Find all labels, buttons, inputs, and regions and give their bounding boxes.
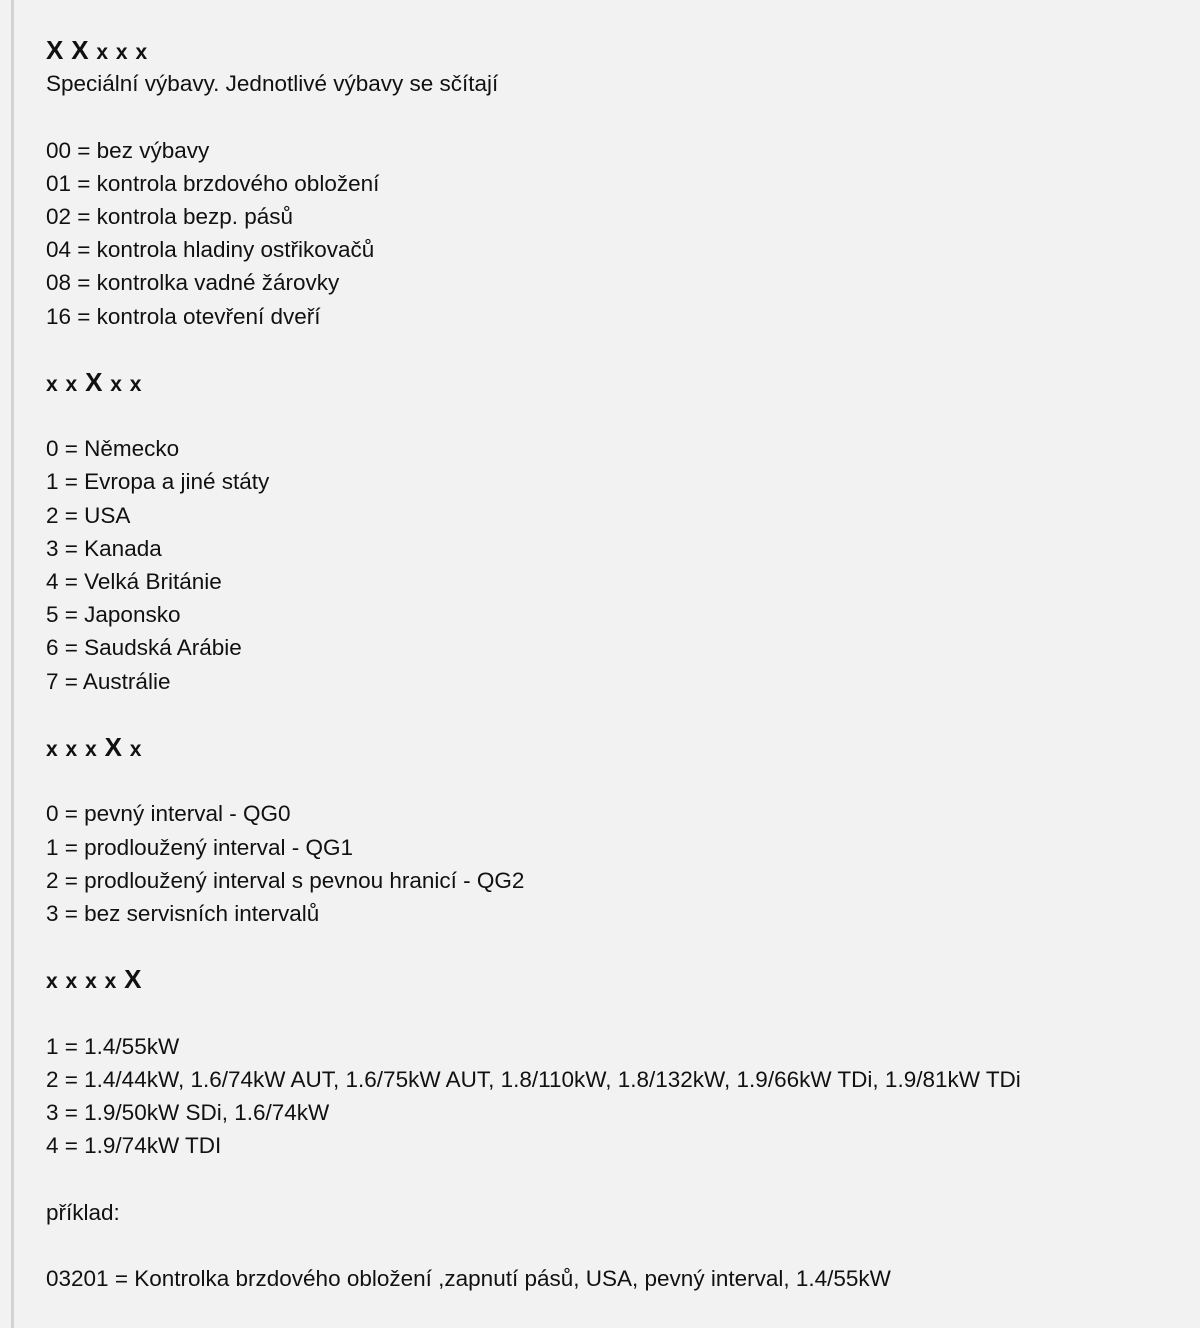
list-item: 6 = Saudská Arábie	[46, 635, 242, 661]
code-char: x	[46, 970, 59, 994]
list-item: 4 = Velká Británie	[46, 569, 222, 594]
list-item: 01 = kontrola brzdového obložení	[46, 170, 380, 196]
section-3-code	[46, 731, 1166, 764]
code-char: x	[65, 970, 79, 994]
list-item: 2 = prodloužený interval s pevnou hranicí - QG2	[46, 867, 525, 893]
example-text: 03201 = Kontrolka brzdového obložení ,zapnutí pásů, USA, pevný interval, 1.4/55kW	[46, 1265, 891, 1291]
spacer	[46, 930, 1166, 963]
code-char: X	[71, 35, 90, 65]
code-char: x	[129, 737, 143, 761]
list-item: 16 = kontrola otevření dveří	[46, 303, 321, 329]
spacer	[46, 399, 1166, 432]
list-item: 2 = USA	[46, 502, 131, 528]
list-item: 04 = kontrola hladiny ostřikovačů	[46, 237, 375, 263]
spacer	[46, 333, 1166, 366]
list-item: 0 = pevný interval - QG0	[46, 801, 291, 827]
list-item: 3 = bez servisních intervalů	[46, 900, 320, 926]
spacer	[46, 996, 1166, 1029]
list-item: 4 = 1.9/74kW TDI	[46, 1133, 222, 1159]
spacer	[46, 764, 1166, 797]
spacer	[46, 100, 1166, 133]
left-border	[11, 0, 14, 1328]
code-char: x	[85, 970, 98, 994]
code-char: X	[124, 964, 143, 995]
list-item: 3 = Kanada	[46, 535, 162, 561]
code-char: x	[46, 737, 59, 761]
list-item: 1 = prodloužený interval - QG1	[46, 834, 354, 860]
list-item: 1 = Evropa a jiné státy	[46, 469, 270, 495]
spacer	[46, 1229, 1166, 1262]
code-char: x	[96, 41, 110, 64]
section-1-code	[46, 34, 1166, 67]
list-item: 2 = 1.4/44kW, 1.6/74kW AUT, 1.6/75kW AUT, 1.8/110kW, 1.8/132kW, 1.9/66kW TDi, 1.9/81kW TDi	[46, 1066, 1021, 1092]
code-char: x	[65, 737, 79, 761]
code-char: x	[135, 41, 149, 64]
section-1-description: Speciální výbavy. Jednotlivé výbavy se sčítají	[46, 71, 499, 97]
code-char: x	[46, 372, 59, 396]
code-char: x	[110, 372, 123, 396]
list-item: 02 = kontrola bezp. pásů	[46, 203, 294, 229]
code-char: X	[104, 731, 123, 762]
list-item: 08 = kontrolka vadné žárovky	[46, 270, 340, 296]
document-body	[46, 34, 1166, 1295]
code-char: X	[85, 366, 104, 397]
list-item: 0 = Německo	[46, 436, 180, 462]
spacer	[46, 698, 1166, 731]
code-char: X	[46, 35, 65, 65]
code-char: x	[104, 970, 118, 994]
section-2-code	[46, 366, 1166, 399]
list-item: 3 = 1.9/50kW SDi, 1.6/74kW	[46, 1100, 330, 1125]
spacer	[46, 1162, 1166, 1195]
example-label: příklad:	[46, 1199, 120, 1225]
list-item: 1 = 1.4/55kW	[46, 1033, 180, 1059]
section-4-code	[46, 963, 1166, 996]
code-char: x	[85, 737, 98, 761]
list-item: 5 = Japonsko	[46, 602, 181, 628]
list-item: 7 = Austrálie	[46, 668, 171, 694]
code-char: x	[129, 372, 143, 396]
list-item: 00 = bez výbavy	[46, 137, 210, 163]
code-char: x	[115, 41, 129, 64]
code-char: x	[65, 372, 79, 396]
